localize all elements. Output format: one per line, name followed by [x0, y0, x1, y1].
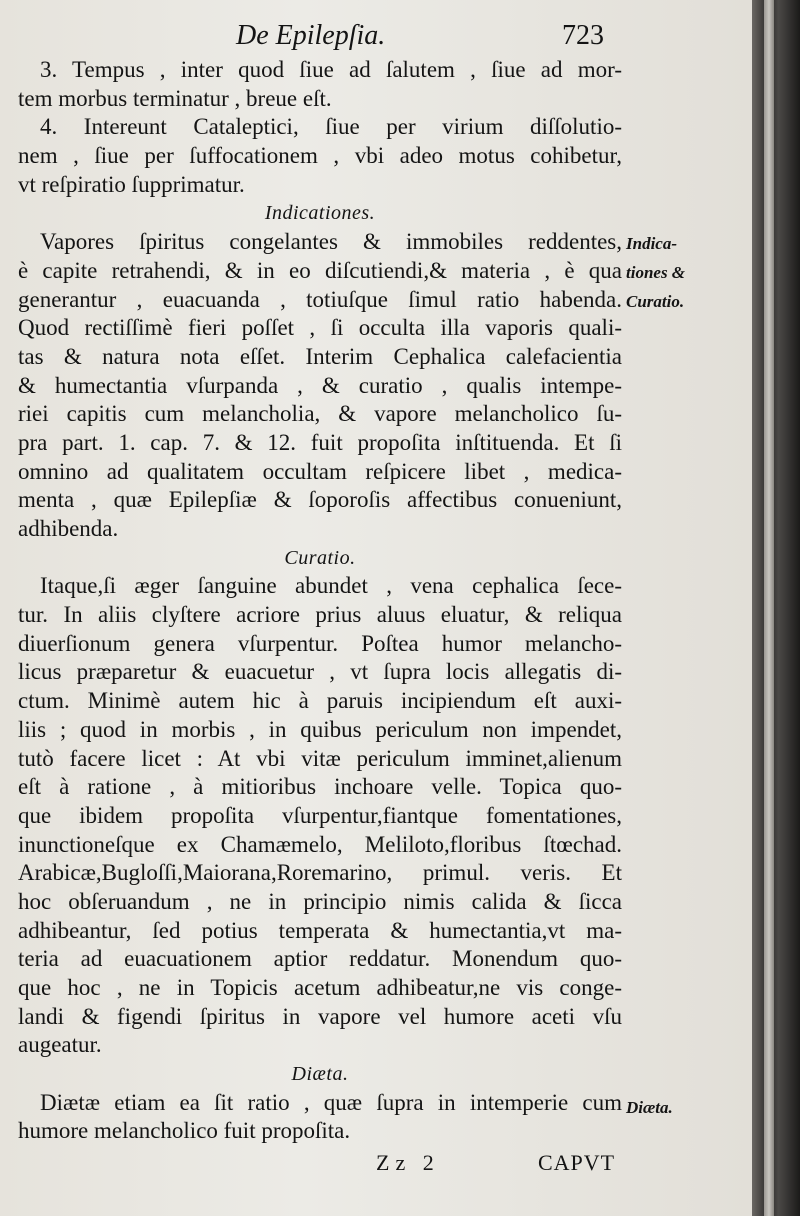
- running-title: De Epilepſia.: [236, 20, 386, 51]
- catchword: CAPVT: [538, 1150, 616, 1175]
- text-line: 4. Intereunt Cataleptici, ſiue per virium diſſolutio-: [40, 114, 622, 140]
- text-line: Arabicæ,Bugloſſi,Maiorana,Roremarino, primul. veris. Et: [18, 860, 622, 886]
- text-line: omnino ad qualitatem occultam reſpicere libet , medica-: [18, 458, 622, 484]
- page-header: [0, 20, 752, 60]
- book-gutter: [752, 0, 800, 1216]
- page-edge: [764, 0, 774, 1216]
- signature-mark: Zz 2: [376, 1150, 440, 1175]
- body-text: [18, 56, 622, 1146]
- text-line: Diætæ etiam ea ſit ratio , quæ ſupra in intemperie cum: [40, 1089, 622, 1115]
- text-line: riei capitis cum melancholia, & vapore melancholico ſu-: [18, 401, 622, 427]
- text-line: augeatur.: [18, 1032, 102, 1058]
- text-line: è capite retrahendi, & in eo diſcutiendi,& materia , è qua: [18, 257, 622, 283]
- text-line: generantur , euacuanda , totiuſque ſimul ratio habenda.: [18, 286, 622, 312]
- text-line: ctum. Minimè autem hic à paruis incipiendum eſt auxi-: [18, 688, 622, 714]
- text-line: licus præparetur & euacuetur , vt ſupra locis allegatis di-: [18, 659, 622, 685]
- text-line: humore melancholico fuit propoſita.: [18, 1118, 351, 1144]
- text-line: & humectantia vſurpanda , & curatio , qualis intempe-: [18, 372, 622, 398]
- text-line: nem , ſiue per ſuffocationem , vbi adeo motus cohibetur,: [18, 143, 622, 169]
- text-line: eſt à ratione , à mitioribus inchoare velle. Topica quo-: [18, 774, 622, 800]
- text-line: adhibenda.: [18, 516, 119, 541]
- margin-note: tiones &: [626, 263, 686, 282]
- text-line: tutò facere licet : At vbi vitæ periculum imminet,alienum: [18, 745, 622, 771]
- text-line: que hoc , ne in Topicis acetum adhibeatur,ne vis conge-: [18, 975, 622, 1000]
- section-heading-diaeta: Diæta.: [291, 1063, 349, 1086]
- text-line: adhibeantur, ſed potius temperata & humectantia,vt ma-: [18, 917, 622, 943]
- section-heading-indicationes: Indicationes.: [264, 202, 376, 225]
- text-line: teria ad euacuationem aptior reddatur. Monendum quo-: [18, 946, 622, 972]
- text-line: diuerſionum genera vſurpentur. Poſtea humor melancho-: [18, 630, 622, 656]
- section-heading-curatio: Curatio.: [284, 546, 356, 569]
- text-line: tas & natura nota eſſet. Interim Cephalica calefacientia: [18, 343, 622, 369]
- text-line: pra part. 1. cap. 7. & 12. fuit propoſita inſtituenda. Et ſi: [18, 429, 622, 455]
- text-line: inunctioneſque ex Chamæmelo, Meliloto,floribus ſtœchad.: [18, 831, 622, 857]
- text-line: tur. In aliis clyſtere acriore prius aluus eluatur, & reliqua: [18, 602, 622, 628]
- text-line: vt reſpiratio ſupprimatur.: [18, 171, 245, 197]
- margin-note: Curatio.: [626, 292, 685, 311]
- margin-note: Diæta.: [626, 1098, 673, 1117]
- text-line: Quod rectiſſimè fieri poſſet , ſi occulta illa vaporis quali-: [18, 315, 622, 341]
- text-line: landi & figendi ſpiritus in vapore vel humore aceti vſu: [18, 1003, 622, 1029]
- text-line: menta , quæ Epilepſiæ & ſoporoſis affectibus conueniunt,: [18, 487, 622, 513]
- text-line: Itaque,ſi æger ſanguine abundet , vena cephalica ſece-: [40, 573, 622, 599]
- text-line: tem morbus terminatur , breue eſt.: [18, 85, 332, 111]
- text-line: hoc obſeruandum , ne in principio nimis calida & ſicca: [18, 888, 622, 914]
- margin-note: Indica-: [626, 234, 677, 253]
- text-line: que ibidem propoſita vſurpentur,fiantque fomentationes,: [18, 802, 622, 828]
- text-line: liis ; quod in morbis , in quibus periculum non impendet,: [18, 716, 622, 742]
- page-number: 723: [562, 20, 604, 51]
- text-line: 3. Tempus , inter quod ſiue ad ſalutem , ſiue ad mor-: [40, 57, 622, 82]
- text-line: Vapores ſpiritus congelantes & immobiles reddentes,: [40, 229, 622, 255]
